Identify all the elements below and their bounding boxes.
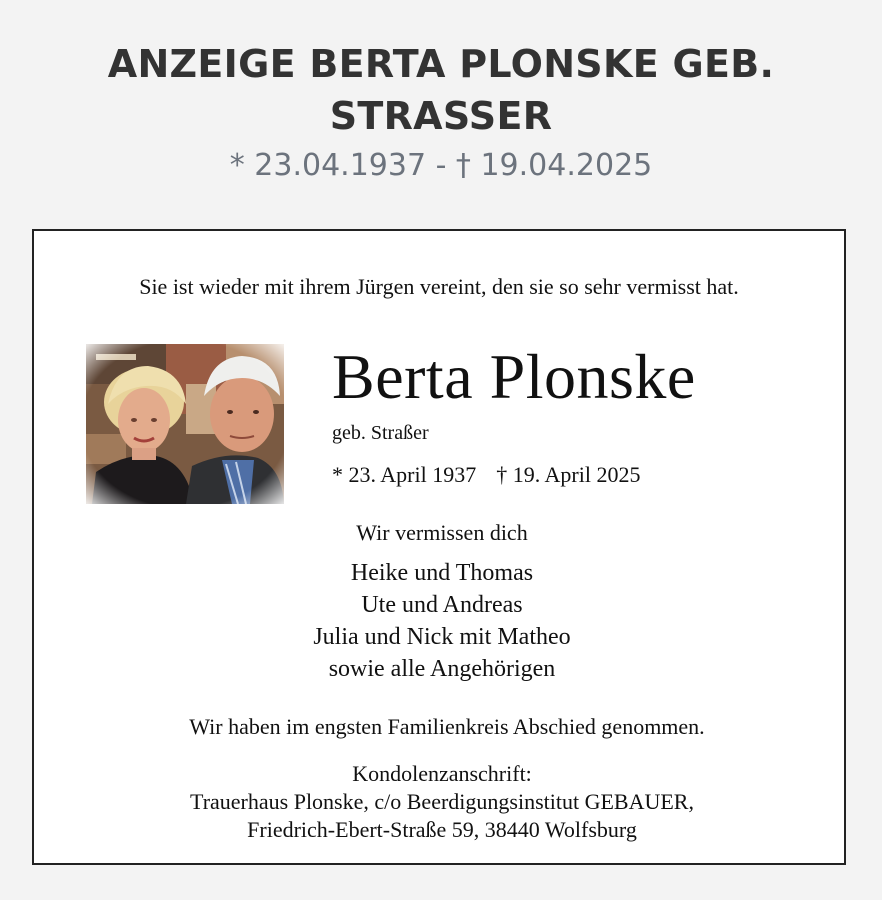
- motto-text: Sie ist wieder mit ihrem Jürgen vereint, den sie so sehr vermisst hat.: [139, 274, 739, 299]
- condolence-address: [34, 760, 850, 844]
- condolence-line-1: Trauerhaus Plonske, c/o Beerdigungsinstitut GEBAUER,: [190, 789, 694, 814]
- page-title: ANZEIGE BERTA PLONSKE GEB. STRASSER: [107, 42, 775, 138]
- family-member-line: sowie alle Angehörigen: [328, 656, 556, 682]
- life-dates: * 23.04.1937 - † 19.04.2025: [229, 148, 653, 183]
- birth-death-dates: [332, 461, 640, 489]
- family-member-line: Julia und Nick mit Matheo: [313, 624, 571, 650]
- obituary-notice: [32, 229, 846, 865]
- birth-date: * 23. April 1937: [332, 462, 477, 487]
- maiden-name: geb. Straßer: [332, 422, 429, 444]
- miss-line: Wir vermissen dich: [356, 520, 528, 545]
- deceased-name: Berta Plonske: [332, 341, 696, 412]
- family-member-line: Heike und Thomas: [350, 560, 534, 586]
- farewell-text: Wir haben im engsten Familienkreis Abschied genommen.: [189, 714, 705, 739]
- death-date: † 19. April 2025: [496, 462, 641, 487]
- condolence-label: Kondolenzanschrift:: [352, 761, 532, 786]
- family-member-line: Ute und Andreas: [361, 592, 523, 618]
- page-header: [0, 38, 882, 186]
- family-list: [34, 557, 850, 685]
- condolence-line-2: Friedrich-Ebert-Straße 59, 38440 Wolfsburg: [247, 817, 637, 842]
- couple-photo: [86, 344, 284, 504]
